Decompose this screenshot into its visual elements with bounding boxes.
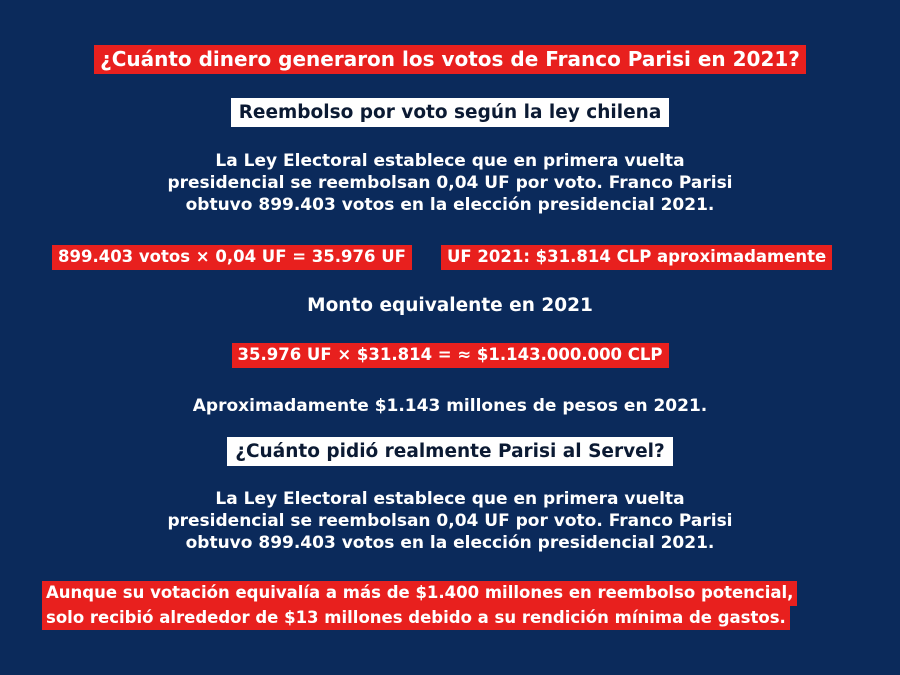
uf-value-row	[441, 245, 832, 270]
section2-calc: 35.976 UF × $31.814 = ≈ $1.143.000.000 CLP	[232, 343, 669, 368]
uf-value: UF 2021: $31.814 CLP aproximadamente	[441, 245, 832, 270]
section3-heading-row	[0, 437, 900, 466]
section1-paragraph-line: La Ley Electoral establece que en primera vuelta	[215, 151, 685, 171]
page-title: ¿Cuánto dinero generaron los votos de Franco Parisi en 2021?	[94, 45, 806, 74]
section3-heading: ¿Cuánto pidió realmente Parisi al Servel?	[227, 437, 673, 466]
closing-line: solo recibió alrededor de $13 millones debido a su rendición mínima de gastos.	[42, 606, 790, 631]
section2-calc-row	[0, 343, 900, 368]
votes-calc: 899.403 votos × 0,04 UF = 35.976 UF	[52, 245, 412, 270]
section3-paragraph-line: obtuvo 899.403 votos en la elección presidencial 2021.	[185, 532, 715, 553]
section1-paragraph-line: obtuvo 899.403 votos en la elección presidencial 2021.	[185, 194, 715, 215]
section2-heading: Monto equivalente en 2021	[307, 295, 593, 316]
section2-summary: Aproximadamente $1.143 millones de pesos en 2021.	[192, 396, 708, 416]
section1-heading: Reembolso por voto según la ley chilena	[231, 98, 670, 127]
section1-heading-row	[0, 98, 900, 127]
section1-paragraph	[0, 151, 900, 216]
section3-paragraph-line: La Ley Electoral establece que en primera vuelta	[215, 489, 685, 509]
section3-paragraph-line: presidencial se reembolsan 0,04 UF por voto. Franco Parisi	[167, 510, 733, 531]
closing-line: Aunque su votación equivalía a más de $1.400 millones en reembolso potencial,	[42, 581, 797, 606]
votes-calc-row	[52, 245, 412, 270]
section1-paragraph-line: presidencial se reembolsan 0,04 UF por voto. Franco Parisi	[167, 172, 733, 193]
title-row	[0, 45, 900, 74]
section3-paragraph	[0, 489, 900, 554]
closing-block	[42, 581, 797, 630]
